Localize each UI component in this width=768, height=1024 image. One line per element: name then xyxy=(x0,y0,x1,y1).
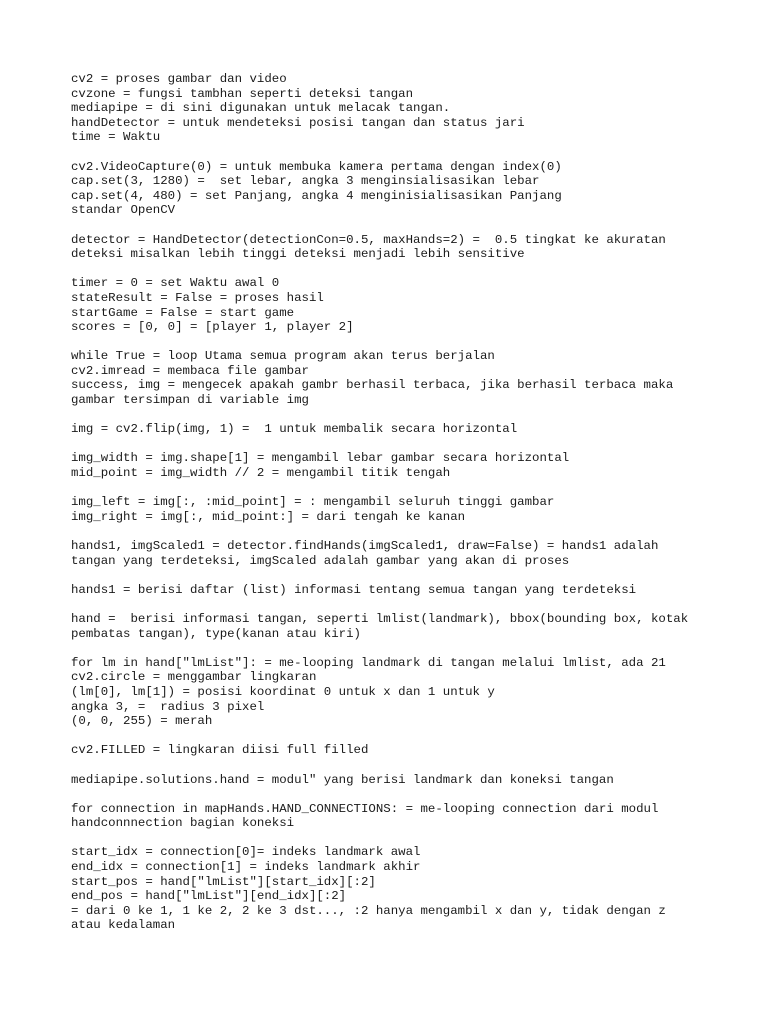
text-line: cv2 = proses gambar dan video xyxy=(71,72,287,86)
text-paragraph xyxy=(71,539,751,568)
text-line: handDetector = untuk mendeteksi posisi tangan dan status jari xyxy=(71,115,525,130)
text-line: time = Waktu xyxy=(71,130,161,145)
text-paragraph xyxy=(71,656,751,729)
text-paragraph xyxy=(71,233,751,262)
text-line: atau kedalaman xyxy=(71,918,176,933)
text-line: pembatas tangan), type(kanan atau kiri) xyxy=(71,626,361,641)
text-paragraph xyxy=(71,612,751,641)
text-line: hands1 = berisi daftar (list) informasi tentang semua tangan yang terdeteksi xyxy=(71,582,637,597)
text-line: detector = HandDetector(detectionCon=0.5, maxHands=2) = 0.5 tingkat ke akuratan xyxy=(71,232,666,247)
text-line: mediapipe = di sini digunakan untuk melacak tangan. xyxy=(71,101,451,116)
text-paragraph xyxy=(71,583,751,598)
text-line: timer = 0 = set Waktu awal 0 xyxy=(71,276,280,291)
text-paragraph xyxy=(71,276,751,334)
text-line: scores = [0, 0] = [player 1, player 2] xyxy=(71,320,354,335)
text-paragraph xyxy=(71,773,751,788)
text-line: hands1, imgScaled1 = detector.findHands(imgScaled1, draw=False) = hands1 adalah xyxy=(71,539,659,553)
text-line: img = cv2.flip(img, 1) = 1 untuk membalik secara horizontal xyxy=(71,422,518,437)
text-line: cv2.FILLED = lingkaran diisi full filled xyxy=(71,743,369,758)
text-line: hand = berisi informasi tangan, seperti lmlist(landmark), bbox(bounding box, kotak xyxy=(71,611,689,626)
text-paragraph xyxy=(71,802,751,831)
text-line: mid_point = img_width // 2 = mengambil titik tengah xyxy=(71,466,451,481)
text-line: for lm in hand["lmList"]: = me-looping landmark di tangan melalui lmlist, ada 21 xyxy=(71,655,666,670)
text-line: cap.set(4, 480) = set Panjang, angka 4 menginisialisasikan Panjang xyxy=(71,188,562,203)
text-line: img_right = img[:, mid_point:] = dari tengah ke kanan xyxy=(71,509,466,524)
document-page xyxy=(71,72,751,948)
text-line: = dari 0 ke 1, 1 ke 2, 2 ke 3 dst..., :2 hanya mengambil x dan y, tidak dengan z xyxy=(71,903,666,918)
text-paragraph xyxy=(71,422,751,437)
text-line: end_pos = hand["lmList"][end_idx][:2] xyxy=(71,889,347,904)
text-line: tangan yang terdeteksi, imgScaled adalah gambar yang akan di proses xyxy=(71,553,570,568)
text-line: start_idx = connection[0]= indeks landmark awal xyxy=(71,845,421,860)
text-line: handconnnection bagian koneksi xyxy=(71,816,295,831)
text-line: cap.set(3, 1280) = set lebar, angka 3 menginsialisasikan lebar xyxy=(71,174,540,189)
text-line: gambar tersimpan di variable img xyxy=(71,393,309,408)
text-line: end_idx = connection[1] = indeks landmark akhir xyxy=(71,860,421,875)
text-paragraph xyxy=(71,743,751,758)
text-line: deteksi misalkan lebih tinggi deteksi menjadi lebih sensitive xyxy=(71,247,525,262)
text-paragraph xyxy=(71,72,751,145)
text-line: success, img = mengecek apakah gambr berhasil terbaca, jika berhasil terbaca maka xyxy=(71,378,674,393)
text-line: startGame = False = start game xyxy=(71,305,295,320)
text-paragraph xyxy=(71,160,751,218)
text-paragraph xyxy=(71,451,751,480)
text-line: angka 3, = radius 3 pixel xyxy=(71,699,265,714)
text-line: cv2.imread = membaca file gambar xyxy=(71,363,309,378)
text-line: (0, 0, 255) = merah xyxy=(71,714,213,729)
text-line: while True = loop Utama semua program akan terus berjalan xyxy=(71,349,495,364)
text-line: start_pos = hand["lmList"][start_idx][:2] xyxy=(71,874,376,889)
text-line: cvzone = fungsi tambhan seperti deteksi tangan xyxy=(71,86,414,101)
text-line: stateResult = False = proses hasil xyxy=(71,290,324,305)
text-line: img_left = img[:, :mid_point] = : mengambil seluruh tinggi gambar xyxy=(71,495,555,510)
text-line: img_width = img.shape[1] = mengambil lebar gambar secara horizontal xyxy=(71,451,570,466)
text-line: cv2.circle = menggambar lingkaran xyxy=(71,670,317,685)
text-paragraph xyxy=(71,349,751,407)
text-paragraph xyxy=(71,845,751,933)
text-line: mediapipe.solutions.hand = modul" yang berisi landmark dan koneksi tangan xyxy=(71,772,614,787)
text-line: (lm[0], lm[1]) = posisi koordinat 0 untuk x dan 1 untuk y xyxy=(71,684,495,699)
text-paragraph xyxy=(71,495,751,524)
text-line: cv2.VideoCapture(0) = untuk membuka kamera pertama dengan index(0) xyxy=(71,159,562,174)
text-line: standar OpenCV xyxy=(71,203,176,218)
text-line: for connection in mapHands.HAND_CONNECTIONS: = me-looping connection dari modul xyxy=(71,801,659,816)
